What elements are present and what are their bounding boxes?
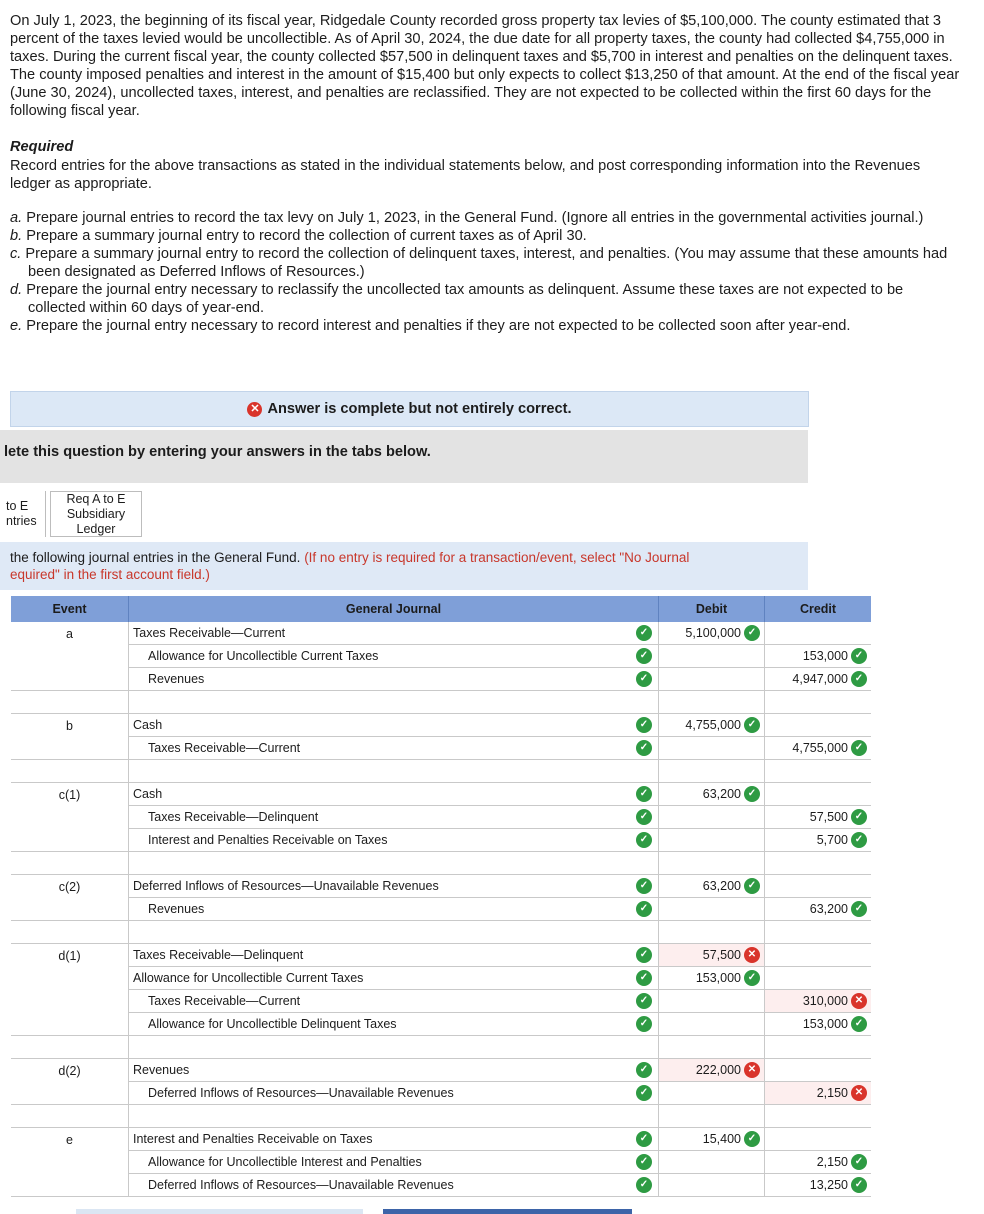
check-icon: ✓ <box>851 648 867 664</box>
event-cell <box>11 829 129 852</box>
credit-input-value: 57,500 <box>809 810 848 824</box>
event-cell <box>11 1013 129 1036</box>
table-row <box>11 898 871 921</box>
credit-input-value: 2,150 <box>816 1086 848 1100</box>
debit-input[interactable] <box>659 714 765 737</box>
debit-input[interactable] <box>659 737 765 760</box>
spacer-row <box>11 760 871 783</box>
credit-input[interactable] <box>765 967 871 990</box>
credit-input[interactable] <box>765 714 871 737</box>
event-cell <box>11 737 129 760</box>
requirement-item: b. Prepare a summary journal entry to record the collection of current taxes as of April 30. <box>10 228 587 244</box>
spacer-row <box>11 691 871 714</box>
account-name: Cash <box>133 718 163 732</box>
event-cell <box>11 1151 129 1174</box>
check-icon: ✓ <box>636 1131 652 1147</box>
table-row <box>11 783 871 806</box>
table-row <box>11 829 871 852</box>
account-name: Allowance for Uncollectible Current Taxes <box>148 649 379 663</box>
debit-input-value: 15,400 <box>702 1132 741 1146</box>
table-row <box>11 1013 871 1036</box>
account-name: Allowance for Uncollectible Current Taxes <box>133 971 364 985</box>
credit-input[interactable] <box>765 1013 871 1036</box>
debit-input[interactable] <box>659 1151 765 1174</box>
credit-input[interactable] <box>765 944 871 967</box>
debit-input[interactable] <box>659 898 765 921</box>
account-select[interactable] <box>129 668 659 691</box>
check-icon: ✓ <box>636 901 652 917</box>
account-select[interactable] <box>129 1174 659 1197</box>
credit-input[interactable] <box>765 1151 871 1174</box>
account-select[interactable] <box>129 829 659 852</box>
account-name: Revenues <box>133 1063 190 1077</box>
next-tab-button[interactable] <box>383 1209 632 1214</box>
account-select[interactable] <box>129 783 659 806</box>
check-icon: ✓ <box>744 1131 760 1147</box>
requirement-list <box>10 209 950 335</box>
account-name: Taxes Receivable—Delinquent <box>148 810 319 824</box>
account-select[interactable] <box>129 645 659 668</box>
credit-input-value: 4,947,000 <box>792 672 848 686</box>
check-icon: ✓ <box>636 786 652 802</box>
account-name: Allowance for Uncollectible Interest and Penalties <box>148 1155 422 1169</box>
account-name: Interest and Penalties Receivable on Taxes <box>133 1132 373 1146</box>
check-icon: ✓ <box>851 809 867 825</box>
credit-input[interactable] <box>765 645 871 668</box>
account-select[interactable] <box>129 1151 659 1174</box>
account-select[interactable] <box>129 737 659 760</box>
event-cell: c(2) <box>11 875 129 898</box>
debit-input[interactable] <box>659 622 765 645</box>
account-name: Interest and Penalties Receivable on Taxes <box>148 833 388 847</box>
credit-input[interactable] <box>765 829 871 852</box>
credit-input-value: 13,250 <box>809 1178 848 1192</box>
debit-input[interactable] <box>659 829 765 852</box>
check-icon: ✓ <box>636 970 652 986</box>
credit-input-value: 2,150 <box>816 1155 848 1169</box>
check-icon: ✓ <box>851 832 867 848</box>
account-name: Taxes Receivable—Current <box>148 994 301 1008</box>
check-icon: ✓ <box>636 947 652 963</box>
table-row <box>11 1174 871 1197</box>
credit-input[interactable] <box>765 806 871 829</box>
prev-tab-button[interactable] <box>76 1209 363 1214</box>
event-cell <box>11 668 129 691</box>
check-icon: ✓ <box>636 717 652 733</box>
spacer-row <box>11 852 871 875</box>
account-name: Taxes Receivable—Current <box>148 741 301 755</box>
debit-input[interactable] <box>659 875 765 898</box>
debit-input[interactable] <box>659 1059 765 1082</box>
required-text: Record entries for the above transactions as stated in the individual statements below, and post corresponding information into the Revenues ledger as appropriate. <box>10 158 921 192</box>
credit-input[interactable] <box>765 898 871 921</box>
check-icon: ✓ <box>744 717 760 733</box>
credit-input[interactable] <box>765 875 871 898</box>
tab-req-a-to-e-entries[interactable]: to E ntries <box>0 491 46 537</box>
event-cell: c(1) <box>11 783 129 806</box>
credit-input-value: 153,000 <box>802 649 848 663</box>
spacer-row <box>11 1105 871 1128</box>
event-cell <box>11 967 129 990</box>
event-cell <box>11 898 129 921</box>
header-event: Event <box>11 596 129 622</box>
debit-input-value: 63,200 <box>702 787 741 801</box>
table-row <box>11 737 871 760</box>
credit-input[interactable] <box>765 990 871 1013</box>
debit-input-value: 153,000 <box>695 971 741 985</box>
check-icon: ✓ <box>636 809 652 825</box>
debit-input-value: 5,100,000 <box>685 626 741 640</box>
account-name: Allowance for Uncollectible Delinquent Taxes <box>148 1017 397 1031</box>
check-icon: ✓ <box>851 1016 867 1032</box>
requirement-item: a. Prepare journal entries to record the tax levy on July 1, 2023, in the General Fund. (Ignore all entries in the governmental activities journal.) <box>10 210 924 226</box>
account-name: Revenues <box>148 902 205 916</box>
incorrect-icon: ✕ <box>744 1062 760 1078</box>
event-cell: a <box>11 622 129 645</box>
check-icon: ✓ <box>636 1085 652 1101</box>
credit-input-value: 5,700 <box>816 833 848 847</box>
table-row <box>11 967 871 990</box>
check-icon: ✓ <box>744 878 760 894</box>
check-icon: ✓ <box>636 740 652 756</box>
header-debit: Debit <box>659 596 765 622</box>
check-icon: ✓ <box>636 1062 652 1078</box>
table-row <box>11 1128 871 1151</box>
event-cell: d(2) <box>11 1059 129 1082</box>
debit-input[interactable] <box>659 1082 765 1105</box>
table-row <box>11 645 871 668</box>
account-select[interactable] <box>129 1082 659 1105</box>
account-select[interactable] <box>129 944 659 967</box>
debit-input[interactable] <box>659 990 765 1013</box>
account-select[interactable] <box>129 875 659 898</box>
table-row <box>11 622 871 645</box>
account-select[interactable] <box>129 1059 659 1082</box>
account-select[interactable] <box>129 714 659 737</box>
event-cell <box>11 645 129 668</box>
check-icon: ✓ <box>636 832 652 848</box>
credit-input[interactable] <box>765 1059 871 1082</box>
check-icon: ✓ <box>636 671 652 687</box>
debit-input[interactable] <box>659 967 765 990</box>
table-row <box>11 668 871 691</box>
debit-input[interactable] <box>659 783 765 806</box>
tab-subsidiary-ledger[interactable]: Req A to E Subsidiary Ledger <box>50 491 142 537</box>
account-name: Taxes Receivable—Current <box>133 626 286 640</box>
check-icon: ✓ <box>851 1177 867 1193</box>
table-row <box>11 990 871 1013</box>
debit-input[interactable] <box>659 1128 765 1151</box>
incorrect-icon: ✕ <box>744 947 760 963</box>
instruction-bar <box>0 430 808 483</box>
check-icon: ✓ <box>744 786 760 802</box>
credit-input[interactable] <box>765 783 871 806</box>
account-name: Deferred Inflows of Resources—Unavailable Revenues <box>148 1086 454 1100</box>
requirement-item: e. Prepare the journal entry necessary to record interest and penalties if they are not expected to be collected soon after year-end. <box>10 318 851 334</box>
account-name: Cash <box>133 787 163 801</box>
account-select[interactable] <box>129 1013 659 1036</box>
credit-input[interactable] <box>765 1082 871 1105</box>
debit-input[interactable] <box>659 806 765 829</box>
credit-input[interactable] <box>765 737 871 760</box>
debit-input-value: 222,000 <box>695 1063 741 1077</box>
table-row <box>11 944 871 967</box>
check-icon: ✓ <box>636 648 652 664</box>
check-icon: ✓ <box>636 1016 652 1032</box>
check-icon: ✓ <box>636 1154 652 1170</box>
table-row <box>11 714 871 737</box>
table-row <box>11 1059 871 1082</box>
incorrect-icon: ✕ <box>851 993 867 1009</box>
debit-input-value: 57,500 <box>702 948 741 962</box>
check-icon: ✓ <box>636 993 652 1009</box>
account-select[interactable] <box>129 990 659 1013</box>
sub-instruction: the following journal entries in the General Fund. (If no entry is required for a transaction/event, select "No Journal equired" in the first account field.) <box>0 542 808 590</box>
answer-status-text: Answer is complete but not entirely correct. <box>267 401 572 417</box>
event-cell <box>11 1082 129 1105</box>
account-name: Revenues <box>148 672 205 686</box>
event-cell: d(1) <box>11 944 129 967</box>
check-icon: ✓ <box>851 740 867 756</box>
answer-status-banner <box>10 391 809 427</box>
check-icon: ✓ <box>636 878 652 894</box>
header-general-journal: General Journal <box>129 596 659 622</box>
event-cell: e <box>11 1128 129 1151</box>
spacer-row <box>11 1036 871 1059</box>
debit-input[interactable] <box>659 1013 765 1036</box>
account-select[interactable] <box>129 806 659 829</box>
account-select[interactable] <box>129 622 659 645</box>
spacer-row <box>11 921 871 944</box>
incorrect-icon: ✕ <box>247 402 262 417</box>
instruction-text: lete this question by entering your answers in the tabs below. <box>4 444 431 460</box>
debit-input-value: 63,200 <box>702 879 741 893</box>
account-select[interactable] <box>129 898 659 921</box>
account-name: Deferred Inflows of Resources—Unavailable Revenues <box>148 1178 454 1192</box>
table-row <box>11 875 871 898</box>
credit-input[interactable] <box>765 1174 871 1197</box>
credit-input[interactable] <box>765 1128 871 1151</box>
event-cell <box>11 1174 129 1197</box>
requirement-item: d. Prepare the journal entry necessary to reclassify the uncollected tax amounts as delinquent. Assume these taxes are not expected to be collected within 60 days of year-end. <box>10 282 904 316</box>
problem-intro: On July 1, 2023, the beginning of its fiscal year, Ridgedale County recorded gross property tax levies of $5,100,000. The county estimated that 3 percent of the taxes levied would be uncollectible. As of April 30, 2024, the due date for all property taxes, the county had collected $4,755,000 in taxes. During the current fiscal year, the county collected $57,500 in delinquent taxes and $5,700 in interest and penalties on the delinquent taxes. The county imposed penalties and interest in the amount of $15,400 but only expects to collect $13,250 of that amount. At the end of the fiscal year (June 30, 2024), uncollected taxes, interest, and penalties are reclassified. They are not expected to be collected within the first 60 days for the following fiscal year. <box>10 13 960 119</box>
table-row <box>11 806 871 829</box>
check-icon: ✓ <box>636 1177 652 1193</box>
debit-input[interactable] <box>659 1174 765 1197</box>
event-cell <box>11 806 129 829</box>
required-title: Required <box>10 139 74 155</box>
account-select[interactable] <box>129 967 659 990</box>
credit-input-value: 63,200 <box>809 902 848 916</box>
credit-input-value: 153,000 <box>802 1017 848 1031</box>
account-name: Deferred Inflows of Resources—Unavailable Revenues <box>133 879 439 893</box>
debit-input[interactable] <box>659 944 765 967</box>
check-icon: ✓ <box>744 625 760 641</box>
credit-input[interactable] <box>765 668 871 691</box>
credit-input[interactable] <box>765 622 871 645</box>
general-journal-table <box>11 596 871 1198</box>
check-icon: ✓ <box>851 901 867 917</box>
header-credit: Credit <box>765 596 871 622</box>
debit-input-value: 4,755,000 <box>685 718 741 732</box>
account-select[interactable] <box>129 1128 659 1151</box>
table-row <box>11 1082 871 1105</box>
event-cell <box>11 990 129 1013</box>
requirement-item: c. Prepare a summary journal entry to record the collection of delinquent taxes, interest, and penalties. (You may assume that these amounts had been designated as Deferred Inflows of Resources.) <box>10 246 948 280</box>
incorrect-icon: ✕ <box>851 1085 867 1101</box>
debit-input[interactable] <box>659 668 765 691</box>
check-icon: ✓ <box>851 671 867 687</box>
debit-input[interactable] <box>659 645 765 668</box>
check-icon: ✓ <box>744 970 760 986</box>
check-icon: ✓ <box>851 1154 867 1170</box>
check-icon: ✓ <box>636 625 652 641</box>
event-cell: b <box>11 714 129 737</box>
account-name: Taxes Receivable—Delinquent <box>133 948 304 962</box>
credit-input-value: 310,000 <box>802 994 848 1008</box>
table-row <box>11 1151 871 1174</box>
credit-input-value: 4,755,000 <box>792 741 848 755</box>
